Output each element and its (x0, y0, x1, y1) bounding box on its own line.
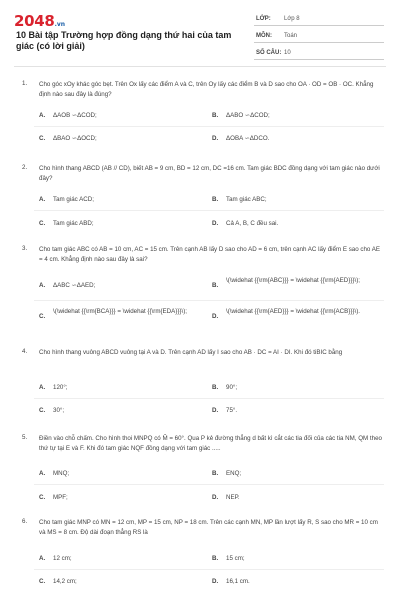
meta-label: LỚP: (256, 16, 271, 22)
option-letter: A. (39, 384, 46, 391)
option-text: 90°; (226, 384, 238, 391)
option-divider (34, 484, 384, 485)
option-letter: C. (39, 494, 46, 501)
option-text: ΔOBA ∽ΔDCO. (226, 135, 270, 142)
question-number: 6. (22, 518, 28, 525)
option-text: Tam giác ABD; (53, 220, 94, 227)
option-letter: A. (39, 282, 46, 289)
option-letter: A. (39, 196, 46, 203)
option-text: 75°. (226, 407, 238, 414)
option-text: ΔAOB ∽ΔCOD; (53, 112, 97, 119)
option-text: MPF; (53, 494, 68, 501)
option-text: 12 cm; (53, 555, 72, 562)
option-letter: A. (39, 555, 46, 562)
option-text: 14,2 cm; (53, 578, 77, 585)
question-number: 5. (22, 434, 28, 441)
option-text: 15 cm; (226, 555, 245, 562)
option-divider (34, 300, 384, 301)
option-text: 30°; (53, 407, 65, 414)
option-letter: B. (212, 282, 219, 289)
option-letter: C. (39, 313, 46, 320)
option-text: 16,1 cm. (226, 578, 250, 585)
option-text: 120°; (53, 384, 68, 391)
question-text: Cho tam giác MNP có MN = 12 cm, MP = 15 cm, NP = 18 cm. Trên các cạnh MN, MP lần lượt lấy R, S sao cho MR = 10 cm và MS = 8 cm. Độ dài đoạn thẳng RS là (39, 519, 378, 536)
question-text: Cho tam giác ABC có AB = 10 cm, AC = 15 cm. Trên cạnh AB lấy D sao cho AD = 6 cm, trên cạnh AC lấy điểm E sao cho AE = 4 cm. Khẳng định nào sau đây là sai? (39, 246, 380, 263)
option-letter: D. (212, 407, 219, 414)
meta-subject (254, 29, 384, 43)
option-text: ΔBAO ∽ΔOCD; (53, 135, 97, 142)
question-text: Cho hình thang ABCD (AB // CD), biết AB = 9 cm, BD = 12 cm, DC =16 cm. Tam giác BDC đồng dạng với tam giác nào dưới đây? (39, 165, 380, 182)
option-divider (34, 210, 384, 211)
meta-label: SỐ CÂU: (256, 50, 282, 56)
option-text: MNQ; (53, 470, 70, 477)
option-letter: D. (212, 220, 219, 227)
option-letter: A. (39, 470, 46, 477)
question-number: 4. (22, 348, 28, 355)
option-divider (34, 569, 384, 570)
option-letter: C. (39, 407, 46, 414)
option-letter: B. (212, 555, 219, 562)
option-letter: B. (212, 112, 219, 119)
option-divider (34, 398, 384, 399)
option-letter: A. (39, 112, 46, 119)
question-text: Cho góc xOy khác góc bẹt. Trên Ox lấy các điểm A và C, trên Oy lấy các điểm B và D sao cho OA · OD = OB · OC. Khẳng định nào sau đây là đúng? (39, 81, 374, 98)
site-logo[interactable]: 2048.vn (14, 12, 66, 30)
header-divider (14, 66, 386, 67)
option-text: NEP. (226, 494, 240, 501)
option-letter: B. (212, 384, 219, 391)
meta-value: Lớp 8 (284, 16, 300, 22)
option-text: \(\widehat {{\rm{BCA}}} = \widehat {{\rm{EDA}}}\); (53, 308, 187, 315)
option-letter: C. (39, 220, 46, 227)
meta-panel (254, 12, 384, 63)
question-number: 1. (22, 80, 28, 87)
option-text: Tam giác ABC; (226, 196, 267, 203)
page-title: 10 Bài tập Trường hợp đồng dạng thứ hai của tam giác (có lời giải) (16, 30, 232, 51)
option-letter: D. (212, 313, 219, 320)
page-header (0, 0, 400, 62)
question-number: 3. (22, 245, 28, 252)
question-number: 2. (22, 164, 28, 171)
option-text: Cả A, B, C đều sai. (226, 220, 279, 227)
option-text: ΔABC ∽ΔAED; (53, 282, 96, 289)
meta-question-count (254, 46, 384, 60)
option-letter: C. (39, 135, 46, 142)
meta-label: MÔN: (256, 33, 272, 39)
option-letter: D. (212, 135, 219, 142)
option-letter: B. (212, 470, 219, 477)
option-text: Tam giác ACD; (53, 196, 94, 203)
option-divider (34, 126, 384, 127)
option-text: ΔABO ∽ΔCOD; (226, 112, 270, 119)
option-text: ENQ; (226, 470, 242, 477)
option-letter: D. (212, 578, 219, 585)
option-letter: B. (212, 196, 219, 203)
option-letter: D. (212, 494, 219, 501)
option-letter: C. (39, 578, 46, 585)
question-text: Cho hình thang vuông ABCD vuông tại A và D. Trên cạnh AD lấy I sao cho AB · DC = AI · DI. Khi đó tiBIC bằng (39, 349, 343, 356)
option-text: \(\widehat {{\rm{ABC}}} = \widehat {{\rm{AED}}}\); (226, 277, 360, 284)
meta-value: 10 (284, 50, 291, 56)
option-text: \(\widehat {{\rm{AED}}} = \widehat {{\rm{ACB}}}\). (226, 308, 360, 315)
meta-class (254, 12, 384, 26)
meta-value: Toán (284, 33, 298, 39)
question-text: Điền vào chỗ chấm. Cho hình thoi MNPQ có M̂ = 60°. Qua P kẻ đường thẳng d bất kì cắt các tia đối của các tia NM, QM theo thứ tự tại E và F. Khi đó tam giác NQF đồng dạng với tam giác ..... (39, 435, 382, 452)
